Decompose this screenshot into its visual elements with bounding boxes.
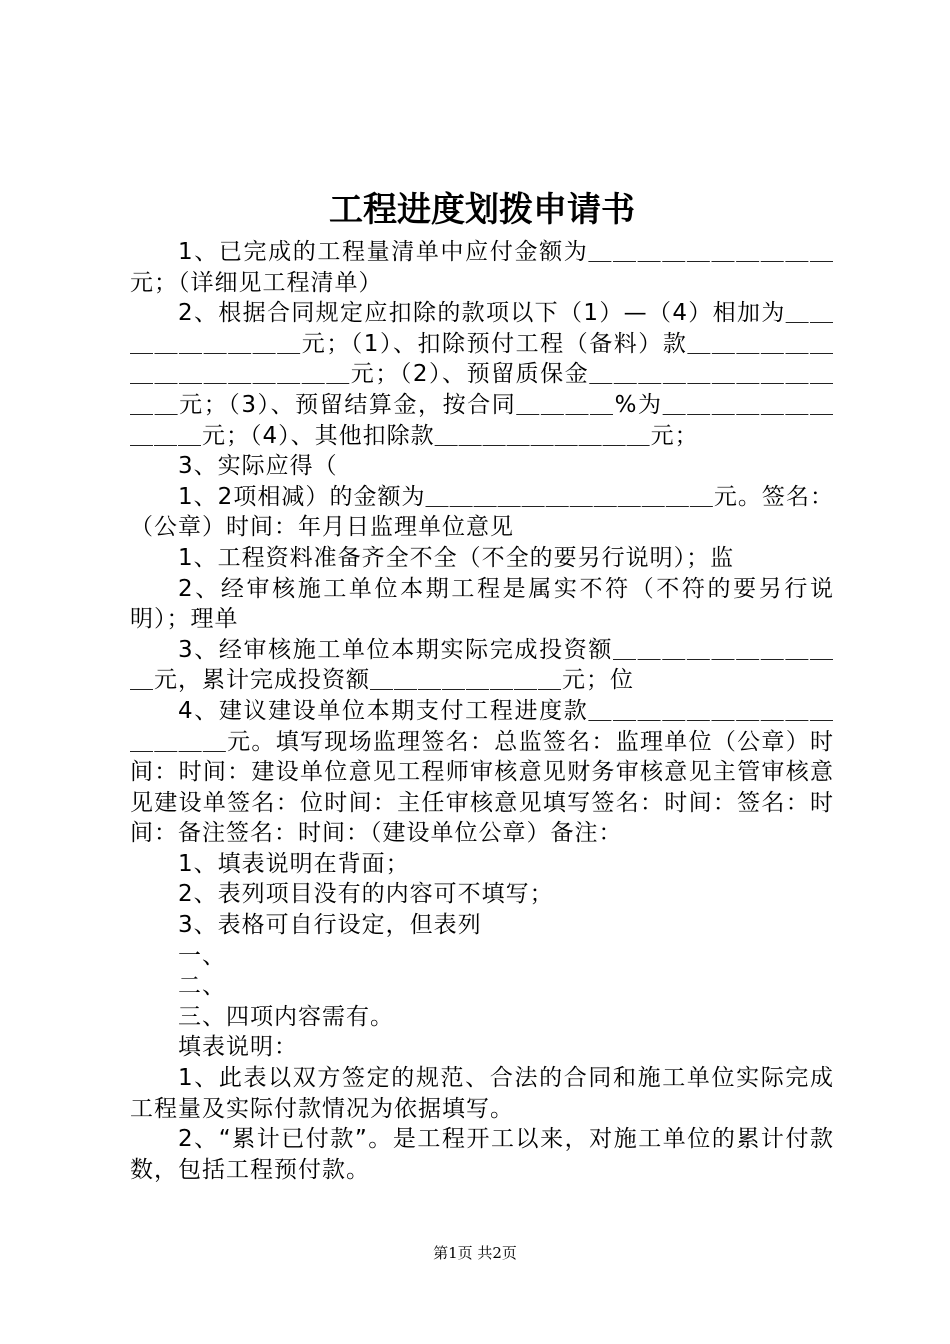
paragraph: 1、2项相减）的金额为＿＿＿＿＿＿＿＿＿＿＿＿元。签名：（公章）时间：年月日监理单位意见 <box>130 483 834 541</box>
document-body <box>130 237 834 1185</box>
paragraph: 3、经审核施工单位本期实际完成投资额＿＿＿＿＿＿＿＿＿＿元，累计完成投资额＿＿＿＿＿＿＿＿元；位 <box>130 636 834 694</box>
paragraph: 2、根据合同规定应扣除的款项以下（1）—（4）相加为＿＿＿＿＿＿＿＿＿元；（1）、扣除预付工程（备料）款＿＿＿＿＿＿＿＿＿＿＿＿＿＿＿元；（2）、预留质保金＿＿＿＿＿＿＿＿＿＿＿＿元；（3）、预留结算金，按合同＿＿＿＿%为＿＿＿＿＿＿＿＿＿＿元；（4）、其他扣除款＿＿＿＿＿＿＿＿＿元； <box>130 300 834 449</box>
paragraph: 1、此表以双方签定的规范、合法的合同和施工单位实际完成工程量及实际付款情况为依据填写。 <box>130 1065 834 1122</box>
paragraph: 2、表列项目没有的内容可不填写； <box>178 881 554 908</box>
paragraph: 1、填表说明在背面； <box>178 850 410 877</box>
paragraph: 2、经审核施工单位本期工程是属实不符（不符的要另行说明）；理单 <box>130 575 834 633</box>
paragraph: 3、实际应得（ <box>178 453 338 480</box>
paragraph: 2、“累计已付款”。是工程开工以来，对施工单位的累计付款数，包括工程预付款。 <box>130 1126 834 1183</box>
paragraph: 一、 <box>178 942 226 969</box>
document-title: 工程进度划拨申请书 <box>329 190 635 230</box>
paragraph: 4、建议建设单位本期支付工程进度款＿＿＿＿＿＿＿＿＿＿＿＿＿＿元。填写现场监理签名：总监签名：监理单位（公章）时间：时间：建设单位意见工程师审核意见财务审核意见主管审核意见建设单签名：位时间：主任审核意见填写签名：时间：签名：时间：备注签名：时间：（建设单位公章）备注： <box>130 697 834 847</box>
page-footer: 第1页 共2页 <box>433 1244 517 1262</box>
paragraph: 3、表格可自行设定，但表列 <box>178 912 482 939</box>
paragraph: 填表说明： <box>178 1034 298 1061</box>
paragraph: 三、四项内容需有。 <box>178 1003 394 1030</box>
paragraph: 1、已完成的工程量清单中应付金额为＿＿＿＿＿＿＿＿＿＿元；（详细见工程清单） <box>130 239 834 296</box>
paragraph: 二、 <box>178 973 226 1000</box>
paragraph: 1、工程资料准备齐全不全（不全的要另行说明）；监 <box>178 544 735 571</box>
